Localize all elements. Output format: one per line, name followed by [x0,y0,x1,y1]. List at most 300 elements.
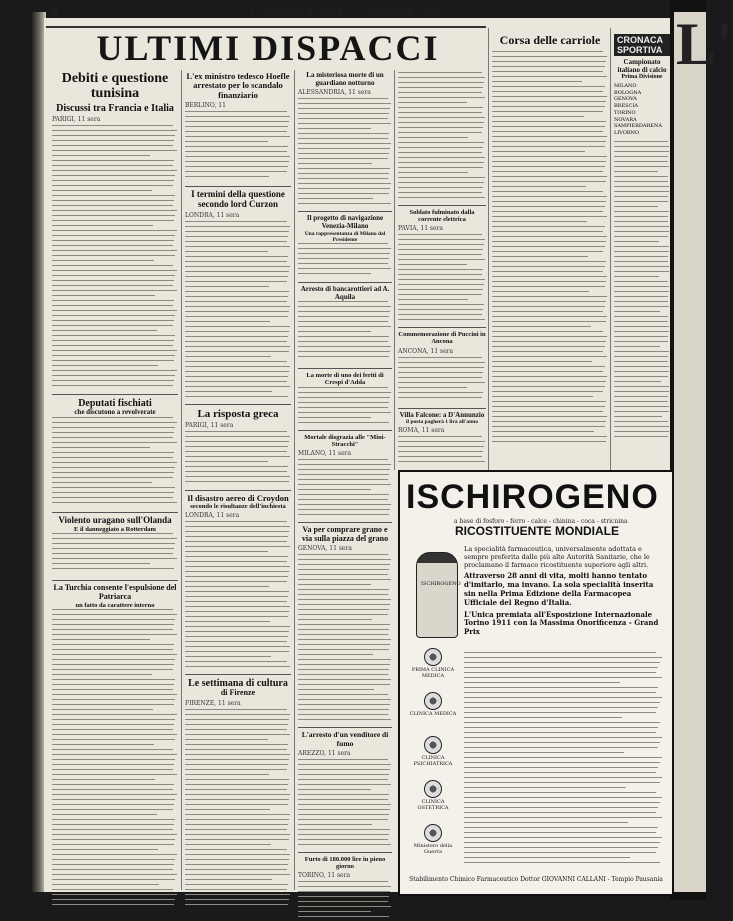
text-line [298,306,391,307]
carriole-body [492,51,608,447]
text-line [52,543,175,544]
text-line [298,321,388,322]
text-line [464,717,622,718]
ad-slogan: RICOSTITUENTE MONDIALE [455,524,619,538]
soldato-body [398,234,486,324]
text-line [398,284,484,285]
text-line [398,137,468,138]
text-line [492,441,606,442]
text-line [398,239,485,240]
text-line [185,446,288,447]
team-name: BRESCIA [614,103,638,110]
text-line [614,276,659,277]
text-line [298,489,371,490]
text-line [298,649,389,650]
text-line [492,211,603,212]
text-line [298,474,389,475]
text-line [185,471,287,472]
text-line [398,436,482,437]
deputati-subhead: che discutono a revolverate [74,408,156,417]
text-line [185,709,287,710]
text-line [398,392,483,393]
text-line [52,724,174,725]
cultura-body [185,709,291,909]
text-line [298,178,388,179]
turchia-body [52,609,178,909]
text-line [52,125,173,126]
text-line [52,502,177,503]
text-line [185,889,287,890]
text-line [298,407,388,408]
sport-standings [614,83,670,137]
text-line [185,281,287,282]
text-line [492,91,603,92]
text-line [185,276,288,277]
text-line [298,689,374,690]
text-line [492,96,607,97]
text-line [398,192,482,193]
column-rule [181,70,182,890]
text-line [614,366,669,367]
text-line [614,191,669,192]
text-line [52,809,173,810]
text-line [185,356,271,357]
text-line [298,554,388,555]
sport-section-bar: CRONACA SPORTIVA [614,34,670,56]
text-line [464,797,662,798]
text-line [185,111,287,112]
text-line [298,559,391,560]
text-line [185,636,288,637]
text-line [52,563,150,564]
text-line [298,113,389,114]
text-line [298,253,390,254]
text-line [298,679,391,680]
text-line [464,852,656,853]
text-line [52,874,177,875]
text-line [398,142,484,143]
text-line [185,311,289,312]
text-line [298,574,388,575]
text-line [52,452,174,453]
text-line [614,211,669,212]
text-line [298,258,389,259]
text-line [492,276,607,277]
text-line [52,285,173,286]
text-line [185,226,290,227]
croydon-subhead: secondo le risultanze dell'inchiesta [190,503,286,511]
text-line [492,321,606,322]
text-line [52,150,177,151]
text-line [398,382,485,383]
column-rule [394,70,395,470]
text-line [464,782,660,783]
text-line [614,341,668,342]
text-line [614,371,669,372]
olanda-body [52,533,178,577]
text-line [492,261,606,262]
text-line [398,132,482,133]
text-line [185,306,290,307]
text-line [398,372,483,373]
text-line [52,487,175,488]
text-line [185,381,287,382]
text-line [298,814,389,815]
text-line [614,436,668,437]
text-line [492,371,603,372]
text-line [185,829,287,830]
text-line [185,824,288,825]
text-line [492,431,594,432]
text-line [492,311,603,312]
text-line [52,679,175,680]
text-line [52,320,174,321]
text-line [492,416,607,417]
text-line [52,135,175,136]
text-line [614,306,669,307]
text-line [52,210,177,211]
text-line [298,569,389,570]
text-line [298,604,390,605]
text-line [52,205,173,206]
text-line [185,441,289,442]
text-line [298,514,389,515]
morte-uomo-headline: La morte di uno dei feriti di Crespi d'Adda [306,372,384,387]
text-line [298,834,389,835]
column-rule [610,28,611,470]
text-line [185,396,288,397]
text-line [298,609,389,610]
text-line [492,346,605,347]
text-line [298,644,390,645]
text-line [185,366,290,367]
text-line [52,744,154,745]
text-line [492,191,603,192]
text-line [464,667,658,668]
ad-testimonials [464,652,664,868]
croydon-dateline: LONDRA, 11 sera [185,512,240,520]
text-line [398,234,482,235]
text-line [464,722,660,723]
bancarotta-headline: Arresto di bancarottieri ad A. Aquila [300,284,390,301]
text-line [298,901,388,902]
text-line [52,260,154,261]
text-line [492,151,585,152]
text-line [52,442,177,443]
text-line [185,764,288,765]
text-line [52,719,175,720]
text-line [52,879,175,880]
text-line [52,609,173,610]
text-line [398,162,484,163]
text-line [398,187,483,188]
text-line [52,699,175,700]
grano-headline: Va per comprare grano e via sulla piazza del grano [301,524,389,543]
seal-icon [424,824,442,842]
text-line [185,451,287,452]
text-line [185,301,287,302]
ad-award: L'Unica premiata all'Esposizione Internazionale Torino 1911 con la Massima Onorificenza - Grand Prix [464,609,659,637]
text-line [185,869,287,870]
text-line [492,126,605,127]
ad-brand: ISCHIROGENO [406,478,659,516]
text-line [185,146,288,147]
text-line [185,376,288,377]
text-line [185,849,287,850]
column-rule [294,70,295,890]
text-line [52,437,173,438]
text-line [185,551,268,552]
text-line [185,789,287,790]
cultura-headline: Le settimana di cultura [188,678,288,690]
text-line [464,657,662,658]
text-line [52,779,155,780]
text-line [492,411,603,412]
text-line [185,296,288,297]
puccini-headline: Commemorazione di Puccini in Ancona [398,331,486,346]
text-line [52,265,173,266]
text-line [398,249,483,250]
text-line [185,266,290,267]
text-line [464,747,658,748]
greca-headline: La risposta greca [197,407,279,420]
curzon-headline: I termini della questione secondo lord Curzon [191,189,285,209]
text-line [185,606,290,607]
text-line [464,752,624,753]
text-line [185,561,287,562]
text-line [52,417,173,418]
text-line [185,819,289,820]
text-line [464,707,658,708]
text-line [398,72,482,73]
text-line [398,304,484,305]
text-line [185,261,287,262]
text-line [492,361,592,362]
text-line [614,156,668,157]
ministro-headline: L'ex ministro tedesco Hoefle arrestato per lo scandalo finanziario [186,71,290,100]
text-line [492,366,605,367]
text-line [398,147,483,148]
text-line [52,749,173,750]
fumo-body [298,759,392,849]
text-line [492,111,603,112]
text-line [492,116,584,117]
text-line [492,131,603,132]
text-line [298,906,391,907]
text-line [614,286,669,287]
text-line [52,315,175,316]
text-line [464,732,656,733]
ad-copy [464,546,664,637]
text-line [398,117,485,118]
text-line [298,669,389,670]
text-line [614,331,669,332]
text-line [52,548,174,549]
text-line [52,789,173,790]
text-line [398,294,482,295]
text-line [52,370,177,371]
text-line [52,709,153,710]
text-line [492,66,605,67]
text-line [298,316,389,317]
text-line [298,764,391,765]
text-line [185,734,290,735]
text-line [52,834,177,835]
text-line [185,844,271,845]
text-line [464,702,660,703]
text-line [52,799,175,800]
text-line [185,221,287,222]
text-line [614,431,669,432]
text-line [52,300,174,301]
text-line [185,576,288,577]
clinic-endorsement: CLINICA PSICHIATRICA [408,736,458,767]
text-line [492,101,606,102]
text-line [185,336,288,337]
text-line [298,664,390,665]
text-line [52,472,174,473]
text-line [52,704,174,705]
text-line [185,116,290,117]
text-line [52,819,175,820]
text-line [52,674,152,675]
text-line [185,641,287,642]
text-line [185,749,287,750]
text-line [492,246,605,247]
text-line [492,146,605,147]
text-line [52,175,175,176]
text-line [464,802,660,803]
text-line [52,270,177,271]
text-line [185,246,290,247]
text-line [52,784,174,785]
text-line [185,536,288,537]
column-2 [185,72,291,890]
team-name: SAMPIERDARENA [614,123,662,130]
text-line [52,729,173,730]
text-line [298,659,391,660]
text-line [298,759,388,760]
column-rule [488,28,489,470]
text-line [298,804,391,805]
text-line [52,869,173,870]
text-line [185,466,288,467]
text-line [298,402,389,403]
text-line [298,594,388,595]
adjacent-page-edge [670,0,733,900]
greca-dateline: PARIGI, 11 sera [185,421,234,429]
text-line [185,859,289,860]
text-line [614,421,668,422]
text-line [398,397,482,398]
text-line [185,346,290,347]
turchia-subhead: un fatto da carattere interno [75,601,155,609]
text-line [614,296,668,297]
text-line [298,412,391,413]
falcone-dateline: ROMA, 11 sera [398,427,445,435]
text-line [398,254,482,255]
text-line [614,161,668,162]
text-line [52,165,173,166]
text-line [52,330,157,331]
text-line [398,77,485,78]
text-line [464,862,660,863]
text-line [52,462,177,463]
text-line [614,181,668,182]
text-line [398,92,482,93]
text-line [185,874,290,875]
text-line [52,220,174,221]
curzon-dateline: LONDRA, 11 sera [185,211,240,219]
text-line [52,849,158,850]
text-line [298,839,388,840]
text-line [298,719,391,720]
text-line [52,533,173,534]
text-line [298,634,388,635]
text-line [52,350,177,351]
text-line [464,737,662,738]
text-line [298,654,373,655]
text-line [398,314,482,315]
text-line [464,812,656,813]
text-line [298,824,372,825]
text-line [464,792,656,793]
text-line [52,634,177,635]
text-line [298,331,371,332]
clinic-endorsement: CLINICA OSTETRICA [408,780,458,811]
text-line [298,158,388,159]
text-line [185,546,290,547]
text-line [464,827,658,828]
text-line [298,464,391,465]
text-line [614,261,668,262]
text-line [298,599,391,600]
text-line [52,477,173,478]
seal-icon [424,736,442,754]
text-line [464,807,658,808]
text-line [185,661,287,662]
text-line [614,406,669,407]
text-line [298,133,389,134]
text-line [398,299,468,300]
text-line [52,639,150,640]
text-line [492,286,605,287]
text-line [398,451,483,452]
turchia-headline: La Turchia consente l'espulsione del Patriarca [53,583,177,601]
text-line [492,356,607,357]
text-line [464,677,662,678]
text-line [298,891,390,892]
text-line [185,799,289,800]
text-line [298,819,388,820]
text-line [614,246,669,247]
text-line [492,166,605,167]
text-line [492,401,606,402]
text-line [298,268,391,269]
text-line [52,345,173,346]
text-line [185,774,269,775]
text-line [614,221,668,222]
text-line [298,273,371,274]
text-line [52,447,150,448]
text-line [52,669,173,670]
text-line [185,809,270,810]
text-line [398,461,485,462]
text-line [398,319,485,320]
sport-subhead: Prima Divisione [621,74,663,81]
text-line [185,581,287,582]
text-line [185,161,289,162]
